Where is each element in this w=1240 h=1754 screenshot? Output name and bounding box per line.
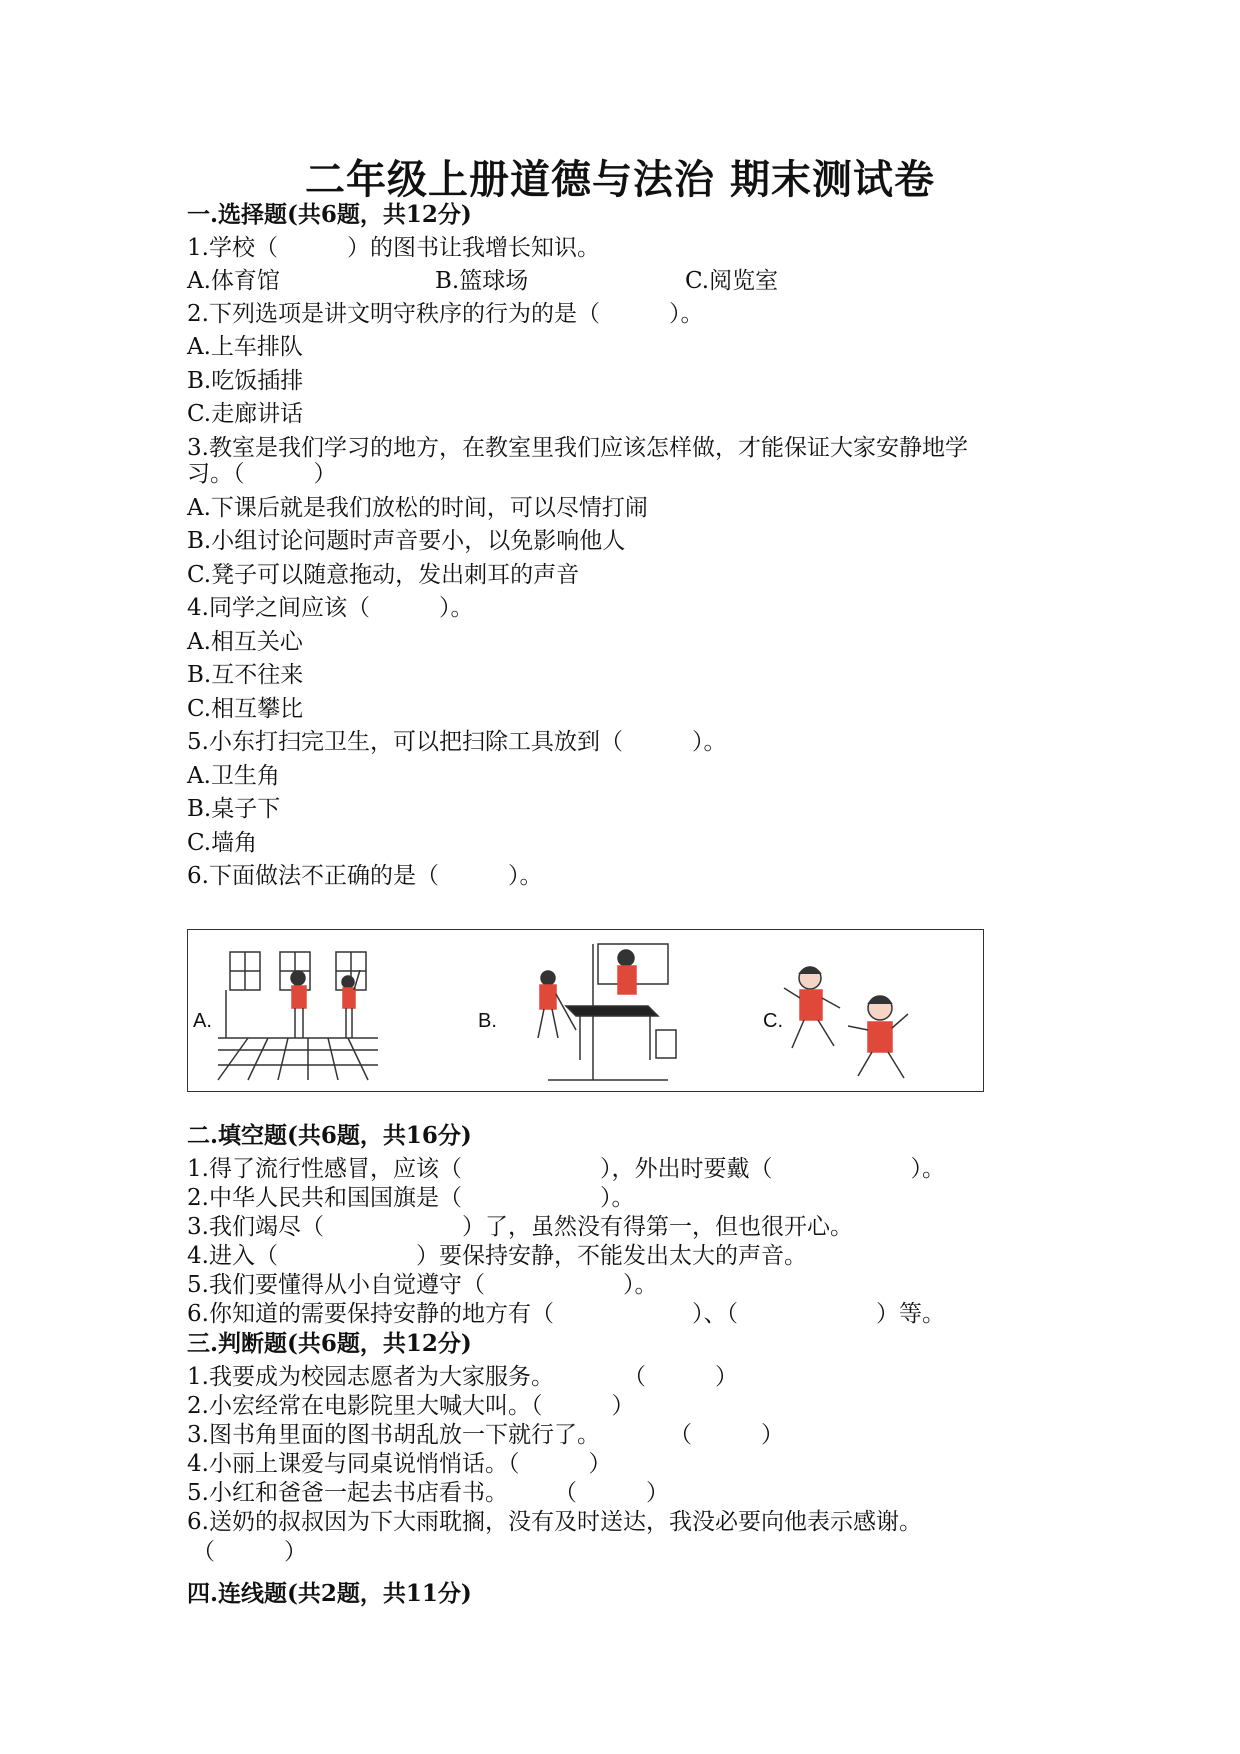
question-3-option-c: C.凳子可以随意拖动，发出刺耳的声音 <box>187 562 580 588</box>
judge-item-4: 4.小丽上课爱与同桌说悄悄话。（ ） <box>187 1451 612 1477</box>
question-1-options <box>187 266 778 296</box>
question-4-option-b: B.互不往来 <box>187 662 304 688</box>
judge-item-6-paren: （ ） <box>192 1539 307 1565</box>
question-1: 1.学校（ ）的图书让我增长知识。 <box>187 235 600 261</box>
fill-item-6: 6.你知道的需要保持安静的地方有（ ）、（ ）等。 <box>187 1301 945 1327</box>
option-a: A.体育馆 <box>187 268 280 294</box>
judge-item-2: 2.小宏经常在电影院里大喊大叫。（ ） <box>187 1393 635 1419</box>
question-6: 6.下面做法不正确的是（ ）。 <box>187 863 543 889</box>
section-2-heading: 二.填空题(共6题，共16分) <box>187 1122 472 1149</box>
question-3-option-a: A.下课后就是我们放松的时间，可以尽情打闹 <box>187 495 648 521</box>
section-3-heading: 三.判断题(共6题，共12分) <box>187 1330 472 1357</box>
illustration-c <box>784 967 908 1078</box>
section-4-heading: 四.连线题(共2题，共11分) <box>187 1580 472 1607</box>
question-2-option-c: C.走廊讲话 <box>187 401 304 427</box>
question-5-option-c: C.墙角 <box>187 830 258 856</box>
page-title: 二年级上册道德与法治 期末测试卷 <box>305 156 935 203</box>
fill-item-4: 4.进入（ ）要保持安静，不能发出太大的声音。 <box>187 1243 807 1269</box>
judge-item-5: 5.小红和爸爸一起去书店看书。 （ ） <box>187 1480 669 1506</box>
judge-item-1: 1.我要成为校园志愿者为大家服务。 （ ） <box>187 1364 738 1390</box>
question-5-option-a: A.卫生角 <box>187 763 280 789</box>
fill-item-5: 5.我们要懂得从小自觉遵守（ ）。 <box>187 1272 658 1298</box>
question-4: 4.同学之间应该（ ）。 <box>187 595 474 621</box>
question-3-line-1: 3.教室是我们学习的地方，在教室里我们应该怎样做，才能保证大家安静地学 <box>187 435 968 461</box>
question-3-option-b: B.小组讨论问题时声音要小，以免影响他人 <box>187 528 626 554</box>
question-3-line-2: 习。（ ） <box>187 461 337 487</box>
section-1-heading: 一.选择题(共6题，共12分) <box>187 201 472 228</box>
illustration-b <box>538 944 676 1080</box>
option-c: C.阅览室 <box>685 268 779 294</box>
question-2-option-a: A.上车排队 <box>187 334 303 360</box>
question-2: 2.下列选项是讲文明守秩序的行为的是（ ）。 <box>187 301 704 327</box>
question-5-option-b: B.桌子下 <box>187 796 281 822</box>
figure-label-c: C. <box>763 1010 783 1032</box>
question-4-option-a: A.相互关心 <box>187 629 303 655</box>
judge-item-6: 6.送奶的叔叔因为下大雨耽搁，没有及时送达，我没必要向他表示感谢。 <box>187 1509 922 1535</box>
option-b: B.篮球场 <box>435 268 529 294</box>
question-4-option-c: C.相互攀比 <box>187 696 304 722</box>
question-6-figure <box>187 929 984 1092</box>
figure-label-a: A. <box>193 1010 212 1032</box>
fill-item-1: 1.得了流行性感冒，应该（ ），外出时要戴（ ）。 <box>187 1156 945 1182</box>
question-5: 5.小东打扫完卫生，可以把扫除工具放到（ ）。 <box>187 729 727 755</box>
figure-illustrations <box>188 930 985 1093</box>
judge-item-3: 3.图书角里面的图书胡乱放一下就行了。 （ ） <box>187 1422 784 1448</box>
question-2-option-b: B.吃饭插排 <box>187 368 304 394</box>
figure-label-b: B. <box>478 1010 497 1032</box>
illustration-a <box>218 952 378 1080</box>
fill-item-2: 2.中华人民共和国国旗是（ ）。 <box>187 1185 635 1211</box>
fill-item-3: 3.我们竭尽（ ）了，虽然没有得第一，但也很开心。 <box>187 1214 853 1240</box>
